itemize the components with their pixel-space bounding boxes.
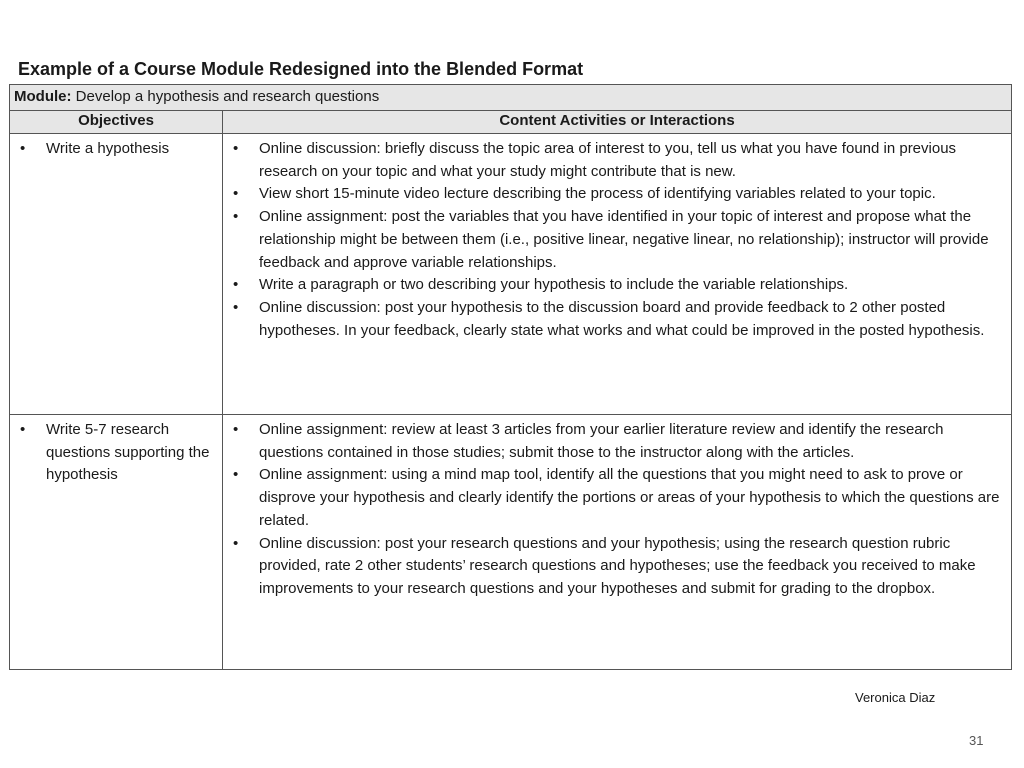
- activity-list: [227, 138, 1003, 342]
- module-cell: [10, 85, 1012, 111]
- module-value: Develop a hypothesis and research questions: [75, 88, 380, 105]
- page-title: Example of a Course Module Redesigned into the Blended Format: [18, 59, 584, 79]
- activities-header: Content Activities or Interactions: [223, 111, 1012, 134]
- objective-item: • Write a hypothesis: [14, 138, 214, 161]
- objectives-header: Objectives: [10, 111, 223, 134]
- activity-item: • View short 15-minute video lecture describing the process of identifying variables related to your topic.: [227, 183, 1003, 206]
- objective-list: [14, 419, 214, 487]
- objective-cell: [10, 134, 223, 415]
- activity-item: • Online assignment: post the variables that you have identified in your topic of interest and propose what the relationship might be between them (i.e., positive linear, negative linear, no relationship); instructor will provide feedback and approve variable relationships.: [227, 206, 1003, 274]
- objective-list: [14, 138, 214, 161]
- table-header-row: [10, 111, 1012, 134]
- activity-item: • Online discussion: briefly discuss the topic area of interest to you, tell us what you have found in previous research on your topic and what your study might contribute that is new.: [227, 138, 1003, 183]
- activity-item: • Online discussion: post your research questions and your hypothesis; using the research question rubric provided, rate 2 other students’ research questions and hypotheses; use the feedback you received to make improvements to your research questions and your hypotheses and submit for grading to the dropbox.: [227, 533, 1003, 601]
- activity-item: • Online assignment: using a mind map tool, identify all the questions that you might need to ask to prove or disprove your hypothesis and clearly identify the portions or areas of your hypothesis to which the questions are related.: [227, 464, 1003, 532]
- activities-cell: [223, 134, 1012, 415]
- page-number: 31: [969, 733, 984, 748]
- activity-item: • Write a paragraph or two describing your hypothesis to include the variable relationships.: [227, 274, 1003, 297]
- module-label: Module:: [14, 88, 72, 105]
- activity-item: • Online discussion: post your hypothesis to the discussion board and provide feedback to 2 other posted hypotheses. In your feedback, clearly state what works and what could be improved in the posted hypothesis.: [227, 297, 1003, 342]
- activities-cell: [223, 415, 1012, 670]
- table-row: [10, 415, 1012, 670]
- objective-item: • Write 5-7 research questions supporting the hypothesis: [14, 419, 214, 487]
- course-module-table: [9, 84, 1012, 670]
- module-row: [10, 85, 1012, 111]
- table-row: [10, 134, 1012, 415]
- activity-list: [227, 419, 1003, 601]
- objective-cell: [10, 415, 223, 670]
- author-name: Veronica Diaz: [855, 690, 936, 705]
- activity-item: • Online assignment: review at least 3 articles from your earlier literature review and identify the research questions contained in those studies; submit those to the instructor along with the articles.: [227, 419, 1003, 464]
